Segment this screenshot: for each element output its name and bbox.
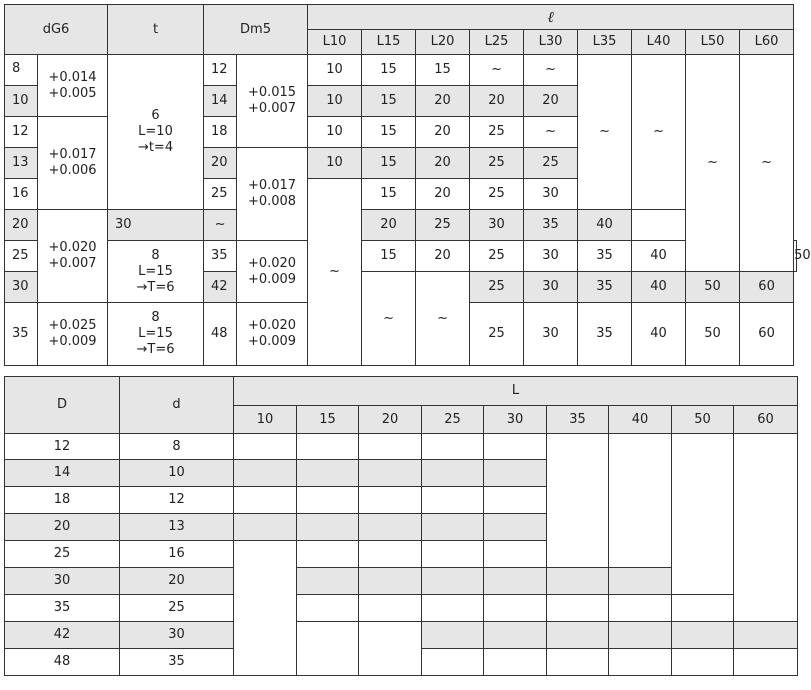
D-cell: 42 bbox=[204, 272, 237, 303]
blank-cell bbox=[609, 649, 672, 676]
d-cell: 25 bbox=[120, 595, 234, 622]
d-cell: 8 bbox=[5, 55, 38, 86]
blank-cell bbox=[484, 568, 547, 595]
blank-cell bbox=[547, 622, 609, 649]
D-cell: 20 bbox=[5, 514, 120, 541]
blank-cell bbox=[359, 622, 422, 676]
table-cell: 15 bbox=[362, 179, 416, 210]
table-cell: 25 bbox=[470, 148, 524, 179]
table-row bbox=[5, 434, 798, 460]
col-header-20: 20 bbox=[359, 406, 422, 434]
d-cell: 12 bbox=[5, 117, 38, 148]
col-header-30: 30 bbox=[484, 406, 547, 434]
table-cell: 25 bbox=[470, 272, 524, 303]
blank-cell bbox=[484, 460, 547, 487]
blank-cell bbox=[359, 514, 422, 541]
blank-cell bbox=[234, 434, 297, 460]
blank-cell bbox=[422, 649, 484, 676]
table-cell: 25 bbox=[470, 179, 524, 210]
D-cell: 12 bbox=[5, 434, 120, 460]
dm5-tolerance: +0.017 +0.008 bbox=[237, 148, 308, 241]
table-cell: 50 bbox=[686, 303, 740, 366]
blank-cell bbox=[547, 649, 609, 676]
table-cell: 20 bbox=[416, 148, 470, 179]
table-cell: 10 bbox=[308, 86, 362, 117]
D-cell: 30 bbox=[5, 568, 120, 595]
blank-cell bbox=[234, 514, 297, 541]
col-header-l10: L10 bbox=[308, 30, 362, 55]
blank-cell bbox=[422, 595, 484, 622]
blank-cell bbox=[672, 434, 734, 595]
blank-cell bbox=[609, 595, 672, 622]
blank-cell bbox=[297, 487, 359, 514]
table-cell: 10 bbox=[308, 117, 362, 148]
blank-cell bbox=[297, 460, 359, 487]
blank-cell bbox=[547, 434, 609, 568]
table-cell: ~ bbox=[470, 55, 524, 86]
table-row bbox=[5, 55, 797, 86]
table-cell: 10 bbox=[308, 148, 362, 179]
D-cell: 14 bbox=[204, 86, 237, 117]
table-cell: 60 bbox=[740, 303, 794, 366]
blank-cell bbox=[484, 649, 547, 676]
table-cell: 60 bbox=[740, 272, 794, 303]
table-cell: 35 bbox=[578, 241, 632, 272]
blank-cell bbox=[484, 622, 547, 649]
table-cell: 20 bbox=[470, 86, 524, 117]
d-cell: 13 bbox=[120, 514, 234, 541]
blank-cell bbox=[234, 487, 297, 514]
d-cell: 16 bbox=[120, 541, 234, 568]
table-cell: ~ bbox=[362, 272, 416, 366]
table-cell: 25 bbox=[524, 148, 578, 179]
table-cell: 30 bbox=[524, 241, 578, 272]
blank-cell bbox=[422, 622, 484, 649]
D-cell: 42 bbox=[5, 622, 120, 649]
D-cell: 35 bbox=[5, 595, 120, 622]
header-d: d bbox=[120, 377, 234, 434]
blank-cell bbox=[359, 541, 422, 568]
table-cell: 15 bbox=[362, 55, 416, 86]
d-cell: 30 bbox=[5, 272, 38, 303]
table-cell: 30 bbox=[524, 179, 578, 210]
d-cell: 10 bbox=[120, 460, 234, 487]
table-cell: ~ bbox=[578, 55, 632, 210]
table-cell: 30 bbox=[524, 303, 578, 366]
dm5-tolerance: +0.015 +0.007 bbox=[237, 55, 308, 148]
table-cell: 35 bbox=[578, 303, 632, 366]
blank-cell bbox=[422, 514, 484, 541]
table-cell: ~ bbox=[632, 55, 686, 210]
blank-cell bbox=[484, 595, 547, 622]
table-cell: ~ bbox=[204, 210, 237, 241]
table-cell: 30 bbox=[470, 210, 524, 241]
d-cell: 35 bbox=[120, 649, 234, 676]
blank-cell bbox=[734, 649, 798, 676]
col-header-35: 35 bbox=[547, 406, 609, 434]
d-cell: 35 bbox=[5, 303, 38, 366]
t-value: 8 L=15 →T=6 bbox=[108, 303, 204, 366]
blank-cell bbox=[297, 595, 359, 622]
table-cell: ~ bbox=[524, 55, 578, 86]
dg6-tolerance: +0.014 +0.005 bbox=[38, 55, 108, 117]
table-cell: 25 bbox=[470, 117, 524, 148]
blank-cell bbox=[422, 434, 484, 460]
dg6-tolerance: +0.025 +0.009 bbox=[38, 303, 108, 366]
d-cell: 10 bbox=[5, 86, 38, 117]
table-cell: ~ bbox=[740, 55, 794, 272]
D-cell: 14 bbox=[5, 460, 120, 487]
table-cell: 25 bbox=[470, 303, 524, 366]
blank-cell bbox=[297, 514, 359, 541]
table-cell: 10 bbox=[308, 55, 362, 86]
table-cell: 20 bbox=[416, 86, 470, 117]
blank-cell bbox=[234, 541, 297, 676]
blank-cell bbox=[672, 622, 734, 649]
dm5-tolerance: +0.020 +0.009 bbox=[237, 303, 308, 366]
table-cell: ~ bbox=[524, 117, 578, 148]
blank-cell bbox=[484, 487, 547, 514]
D-cell: 18 bbox=[5, 487, 120, 514]
table-row bbox=[5, 241, 797, 272]
d-cell: 20 bbox=[5, 210, 38, 241]
table-cell: 50 bbox=[686, 272, 740, 303]
blank-cell bbox=[234, 460, 297, 487]
table-row bbox=[5, 210, 797, 241]
blank-cell bbox=[359, 568, 422, 595]
table-cell: 20 bbox=[362, 210, 416, 241]
blank-cell bbox=[297, 622, 359, 676]
col-header-l20: L20 bbox=[416, 30, 470, 55]
table-cell: 50 bbox=[794, 241, 797, 272]
table-cell: 20 bbox=[416, 117, 470, 148]
D-cell: 20 bbox=[204, 148, 237, 179]
header-dg6: dG6 bbox=[5, 5, 108, 55]
d-cell: 8 bbox=[120, 434, 234, 460]
table-cell: ~ bbox=[686, 55, 740, 272]
blank-cell bbox=[484, 434, 547, 460]
col-header-40: 40 bbox=[609, 406, 672, 434]
col-header-l15: L15 bbox=[362, 30, 416, 55]
D-cell: 48 bbox=[5, 649, 120, 676]
table-row bbox=[5, 622, 798, 649]
table-row bbox=[5, 595, 798, 622]
blank-cell bbox=[297, 568, 359, 595]
col-header-10: 10 bbox=[234, 406, 297, 434]
blank-cell bbox=[359, 434, 422, 460]
table-cell: 15 bbox=[362, 148, 416, 179]
dm5-tolerance: +0.020 +0.009 bbox=[237, 241, 308, 303]
table-cell: 40 bbox=[632, 303, 686, 366]
blank-cell bbox=[359, 460, 422, 487]
table-cell: 40 bbox=[632, 272, 686, 303]
D-cell: 12 bbox=[204, 55, 237, 86]
col-header-l50: L50 bbox=[686, 30, 740, 55]
blank-cell bbox=[547, 568, 609, 595]
blank-cell bbox=[609, 434, 672, 568]
table-cell: 15 bbox=[362, 86, 416, 117]
table-cell: 20 bbox=[416, 179, 470, 210]
dg6-tolerance: +0.020 +0.007 bbox=[38, 210, 108, 303]
D-cell: 25 bbox=[5, 541, 120, 568]
D-cell: 18 bbox=[204, 117, 237, 148]
col-header-15: 15 bbox=[297, 406, 359, 434]
blank-cell bbox=[484, 514, 547, 541]
blank-cell bbox=[297, 434, 359, 460]
table-cell: 40 bbox=[578, 210, 632, 241]
col-header-50: 50 bbox=[672, 406, 734, 434]
specification-table-upper bbox=[4, 4, 811, 366]
blank-cell bbox=[359, 595, 422, 622]
d-cell: 16 bbox=[5, 179, 38, 210]
blank-cell bbox=[422, 541, 484, 568]
col-header-l40: L40 bbox=[632, 30, 686, 55]
D-cell: 48 bbox=[204, 303, 237, 366]
header-D: D bbox=[5, 377, 120, 434]
blank-cell bbox=[422, 460, 484, 487]
blank-cell bbox=[422, 487, 484, 514]
D-cell: 35 bbox=[204, 241, 237, 272]
blank-cell bbox=[297, 541, 359, 568]
table-cell: 15 bbox=[416, 55, 470, 86]
header-L: L bbox=[234, 377, 798, 406]
D-cell: 30 bbox=[108, 210, 204, 241]
table-cell: 15 bbox=[362, 117, 416, 148]
table-cell: 30 bbox=[524, 272, 578, 303]
blank-cell bbox=[422, 568, 484, 595]
table-cell: 20 bbox=[416, 241, 470, 272]
blank-cell bbox=[609, 568, 672, 595]
blank-cell bbox=[672, 595, 734, 622]
table-cell: 25 bbox=[470, 241, 524, 272]
dg6-tolerance: +0.017 +0.006 bbox=[38, 117, 108, 210]
d-cell: 20 bbox=[120, 568, 234, 595]
table-cell: 40 bbox=[632, 241, 686, 272]
col-header-60: 60 bbox=[734, 406, 798, 434]
header-t: t bbox=[108, 5, 204, 55]
header-dm5: Dm5 bbox=[204, 5, 308, 55]
col-header-l60: L60 bbox=[740, 30, 794, 55]
d-cell: 25 bbox=[5, 241, 38, 272]
col-header-l30: L30 bbox=[524, 30, 578, 55]
table-cell: 35 bbox=[578, 272, 632, 303]
header-ell: ℓ bbox=[308, 5, 794, 30]
D-cell: 25 bbox=[204, 179, 237, 210]
d-cell: 13 bbox=[5, 148, 38, 179]
blank-cell bbox=[734, 622, 798, 649]
table-cell: 20 bbox=[524, 86, 578, 117]
specification-table-lower bbox=[4, 376, 798, 676]
t-value: 6 L=10 →t=4 bbox=[108, 55, 204, 210]
blank-cell bbox=[359, 487, 422, 514]
blank-cell bbox=[672, 649, 734, 676]
col-header-l25: L25 bbox=[470, 30, 524, 55]
table-cell: ~ bbox=[308, 179, 362, 366]
d-cell: 30 bbox=[120, 622, 234, 649]
col-header-25: 25 bbox=[422, 406, 484, 434]
table-cell: 35 bbox=[524, 210, 578, 241]
blank-cell bbox=[547, 595, 609, 622]
blank-cell bbox=[484, 541, 547, 568]
table-cell: ~ bbox=[416, 272, 470, 366]
d-cell: 12 bbox=[120, 487, 234, 514]
blank-cell bbox=[609, 622, 672, 649]
blank-cell bbox=[734, 434, 798, 622]
table-cell: 25 bbox=[416, 210, 470, 241]
col-header-l35: L35 bbox=[578, 30, 632, 55]
table-cell: 15 bbox=[362, 241, 416, 272]
t-value: 8 L=15 →T=6 bbox=[108, 241, 204, 303]
